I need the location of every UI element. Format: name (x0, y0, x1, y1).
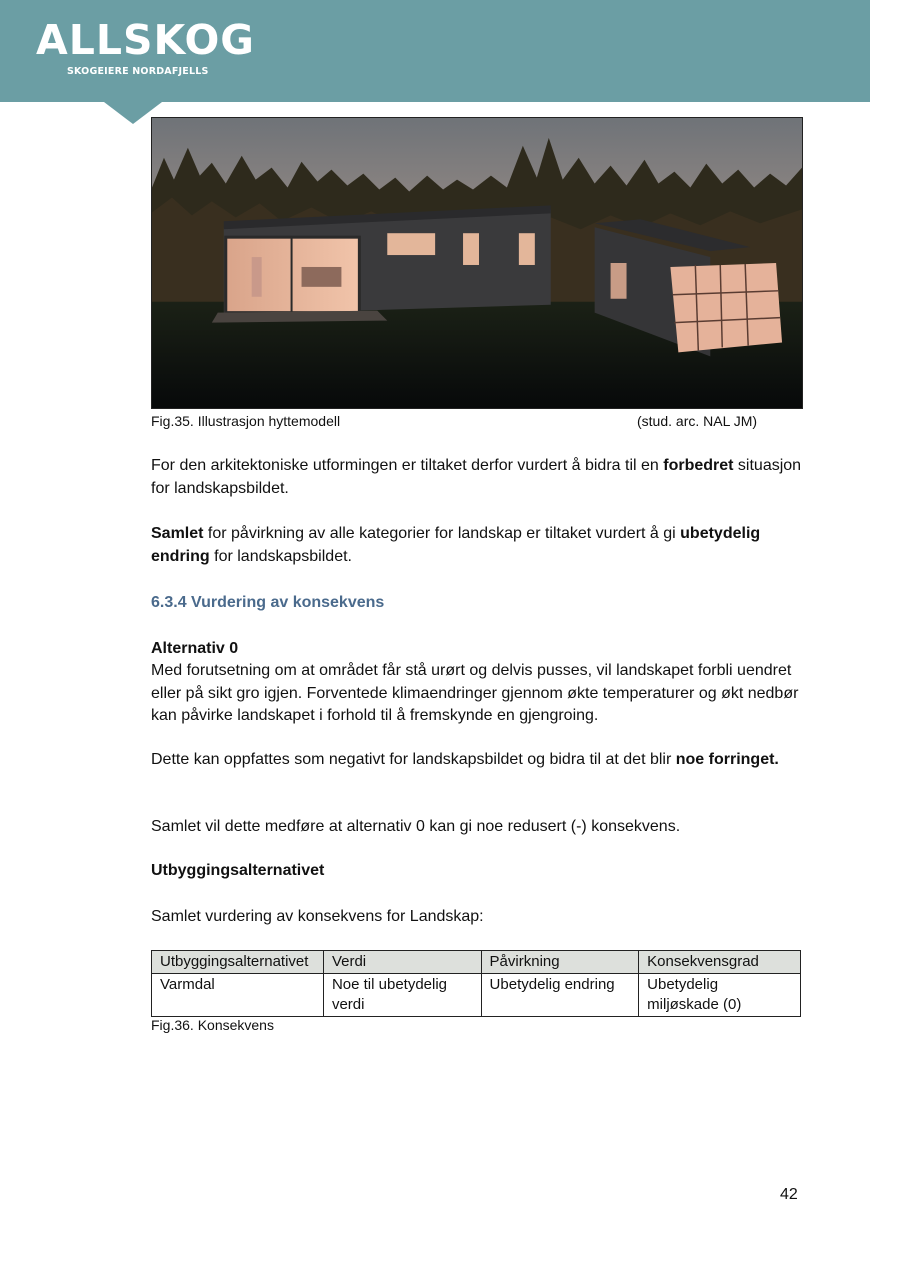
consequence-table (151, 950, 801, 1017)
logo-subtitle: SKOGEIERE NORDAFJELLS (67, 66, 209, 77)
table-header-cell: Utbyggingsalternativet (152, 951, 324, 974)
section-heading: 6.3.4 Vurdering av konsekvens (151, 594, 385, 611)
table-row (152, 974, 801, 1017)
table-cell: Ubetydelig endring (481, 974, 639, 1017)
table-caption: Fig.36. Konsekvens (151, 1017, 274, 1033)
paragraph-alternativ-0: Med forutsetning om at området får stå urørt og delvis pusses, vil landskapet forbli uendret eller på sikt gro igjen. Forventede klimaendringer gjennom økte temperaturer og økt nedbør kan påvirke landskapet i forhold til å fremskynde en gjengroing. (151, 662, 799, 724)
table-cell: Varmdal (152, 974, 324, 1017)
figure-caption: Fig.35. Illustrasjon hyttemodell (151, 413, 341, 429)
table-header-row (152, 951, 801, 974)
paragraph-overall-impact: Samlet for påvirkning av alle kategorier for landskap er tiltaket vurdert å gi ubetydelig endring for landskapsbildet. (151, 525, 761, 565)
paragraph-summary-alt0: Samlet vil dette medføre at alternativ 0 kan gi noe redusert (-) konsekvens. (151, 818, 681, 835)
figure-credit: (stud. arc. NAL JM) (637, 413, 758, 429)
header-banner (0, 0, 870, 102)
table-header-cell: Verdi (323, 951, 481, 974)
logo-title: ALLSKOG (36, 16, 255, 64)
subheading-utbyggingsalternativet: Utbyggingsalternativet (151, 862, 325, 879)
table-cell: Ubetydelig miljøskade (0) (639, 974, 801, 1017)
subheading-alternativ-0: Alternativ 0 (151, 640, 239, 657)
paragraph-negative-effect: Dette kan oppfattes som negativt for landskapsbildet og bidra til at det blir noe forringet. (151, 751, 779, 768)
table-cell: Noe til ubetydelig verdi (323, 974, 481, 1017)
table-header-cell: Konsekvensgrad (639, 951, 801, 974)
paragraph-architectural-design: For den arkitektoniske utformingen er tiltaket derfor vurdert å bidra til en forbedret situasjon for landskapsbildet. (151, 457, 802, 497)
page-number: 42 (780, 1186, 798, 1203)
cabin-illustration-image (151, 117, 803, 409)
paragraph-table-intro: Samlet vurdering av konsekvens for Landskap: (151, 908, 484, 925)
table-header-cell: Påvirkning (481, 951, 639, 974)
